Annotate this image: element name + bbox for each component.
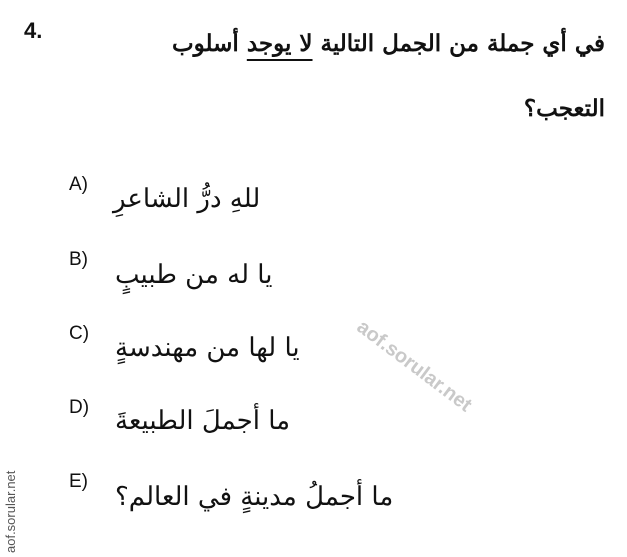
diagonal-watermark: aof.sorular.net — [352, 315, 476, 417]
stem-text-end: أسلوب — [171, 30, 247, 57]
stem-text-start: في أي جملة من الجمل التالية — [312, 30, 605, 57]
question-stem-line-2: التعجب؟ — [523, 95, 605, 122]
option-e-letter: E) — [69, 471, 88, 492]
question-stem-line-1 — [172, 30, 605, 57]
option-c-letter: C) — [69, 323, 90, 344]
option-a-text: للهِ درُّ الشاعرِ — [113, 184, 261, 214]
option-d-text: ما أجملَ الطبيعةَ — [115, 406, 291, 436]
option-b-letter: B) — [69, 249, 88, 270]
option-e-text: ما أجملُ مدينةٍ في العالم؟ — [115, 482, 394, 512]
negation-emphasis: لا يوجد — [246, 30, 313, 57]
question-number: 4. — [24, 18, 43, 43]
option-a-letter: A) — [69, 174, 88, 195]
option-b-text: يا له من طبيبٍ — [115, 260, 273, 290]
side-watermark: aof.sorular.net — [3, 470, 18, 553]
option-d-letter: D) — [69, 397, 90, 418]
option-c-text: يا لها من مهندسةٍ — [115, 333, 300, 363]
